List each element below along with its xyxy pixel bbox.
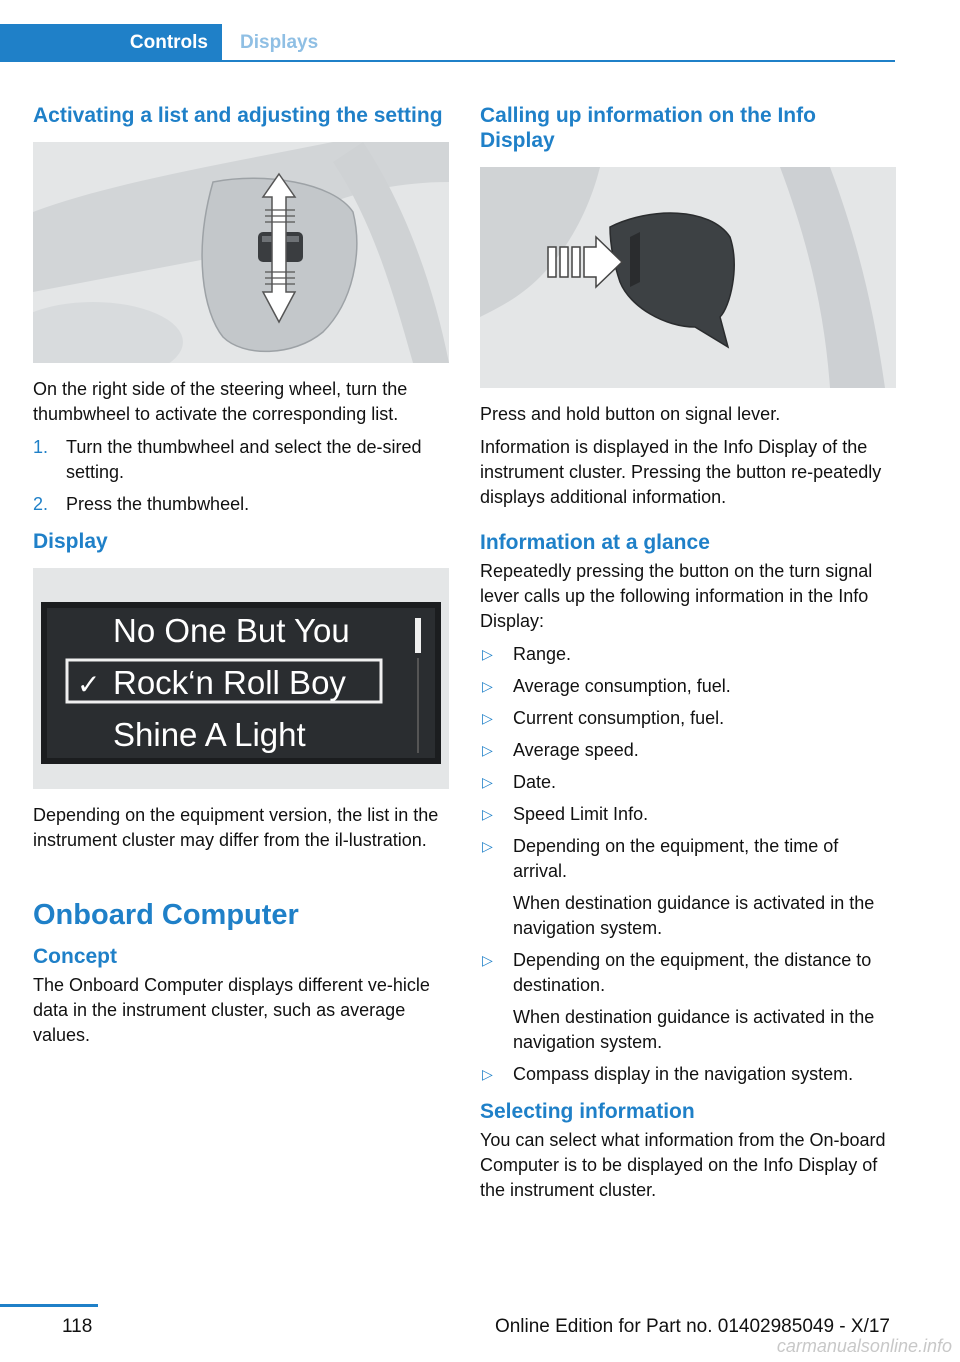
steering-wheel-illustration (33, 142, 449, 363)
step-text: Turn the thumbwheel and select the de‐sired setting. (66, 437, 422, 482)
tab-displays[interactable] (240, 24, 318, 62)
triangle-bullet-icon: ▷ (482, 952, 493, 968)
section-title-activating: Activating a list and adjusting the setting (33, 104, 443, 127)
bullet-text: Speed Limit Info. (513, 804, 649, 824)
display-item-2: Rock‘n Roll Boy (113, 664, 346, 701)
left-column (33, 103, 449, 1056)
header-rule (0, 60, 895, 62)
section-title-info-display: Calling up information on the Info Display (480, 104, 816, 152)
instrument-list-display (33, 568, 449, 789)
list-item (480, 948, 896, 1055)
footer-rule (0, 1304, 98, 1307)
bullet-text: Current consumption, fuel. (513, 708, 725, 728)
tab-controls-label: Controls (129, 32, 208, 53)
tab-displays-label: Displays (240, 32, 319, 53)
bullet-text: Range. (513, 644, 572, 664)
step-number: 1. (33, 437, 49, 457)
selecting-paragraph: You can select what information from the On‐board Computer is to be displayed on the Info Display of the instrument cluster. (480, 1130, 886, 1200)
concept-heading: Concept (33, 945, 117, 968)
triangle-bullet-icon: ▷ (482, 1066, 493, 1082)
tab-controls[interactable] (0, 24, 222, 62)
activating-paragraph: On the right side of the steering wheel, turn the thumbwheel to activate the corresponding list. (33, 379, 408, 424)
bullet-text: Depending on the equipment, the time of arrival. (513, 836, 839, 881)
scrollbar-thumb (415, 618, 421, 653)
bullet-text: Average speed. (513, 740, 639, 760)
triangle-bullet-icon: ▷ (482, 678, 493, 694)
check-icon: ✓ (77, 668, 101, 701)
steering-wheel-figure (33, 142, 449, 363)
edition-text: Online Edition for Part no. 01402985049 - X/17 (494, 1316, 890, 1337)
signal-lever-figure (480, 167, 896, 388)
concept-paragraph: The Onboard Computer displays different ve‐hicle data in the instrument cluster, such as average values. (33, 975, 430, 1045)
list-item (33, 492, 449, 517)
display-figure (33, 568, 449, 789)
triangle-bullet-icon: ▷ (482, 710, 493, 726)
selecting-heading: Selecting information (480, 1100, 695, 1123)
list-item (480, 674, 896, 699)
list-item (480, 642, 896, 667)
list-item (480, 706, 896, 731)
steps-list (33, 435, 449, 517)
page-number: 118 (62, 1316, 93, 1337)
bullet-text: Depending on the equipment, the distance to destination. (513, 950, 872, 995)
triangle-bullet-icon: ▷ (482, 646, 493, 662)
triangle-bullet-icon: ▷ (482, 806, 493, 822)
info-bullet-list (480, 642, 896, 1087)
section-title-display: Display (33, 530, 108, 553)
list-item (480, 1062, 896, 1087)
glance-paragraph: Repeatedly pressing the button on the turn signal lever calls up the following information in the Info Display: (480, 561, 873, 631)
list-item (480, 738, 896, 763)
glance-heading: Information at a glance (480, 531, 710, 554)
display-paragraph: Depending on the equipment version, the list in the instrument cluster may differ from the il‐lustration. (33, 805, 439, 850)
header-tabbar (0, 24, 895, 62)
triangle-bullet-icon: ▷ (482, 774, 493, 790)
display-item-3: Shine A Light (113, 716, 306, 753)
list-item (33, 435, 449, 485)
list-item (480, 802, 896, 827)
right-column (480, 103, 896, 1211)
list-item (480, 834, 896, 941)
triangle-bullet-icon: ▷ (482, 838, 493, 854)
bullet-note: When destination guidance is activated in the navigation system. (513, 1007, 875, 1052)
step-text: Press the thumbwheel. (66, 494, 250, 514)
bullet-text: Compass display in the navigation system. (513, 1064, 854, 1084)
list-item (480, 770, 896, 795)
bullet-text: Average consumption, fuel. (513, 676, 731, 696)
press-hold-paragraph: Press and hold button on signal lever. (480, 404, 781, 424)
triangle-bullet-icon: ▷ (482, 742, 493, 758)
watermark: carmanualsonline.info (776, 1336, 952, 1356)
bullet-note: When destination guidance is activated in the navigation system. (513, 893, 875, 938)
step-number: 2. (33, 494, 49, 514)
onboard-computer-heading: Onboard Computer (33, 899, 299, 931)
info-display-paragraph: Information is displayed in the Info Display of the instrument cluster. Pressing the button re‐peatedly displays additional information. (480, 437, 882, 507)
bullet-text: Date. (513, 772, 557, 792)
signal-lever-illustration (480, 167, 896, 388)
display-item-1: No One But You (113, 612, 350, 649)
